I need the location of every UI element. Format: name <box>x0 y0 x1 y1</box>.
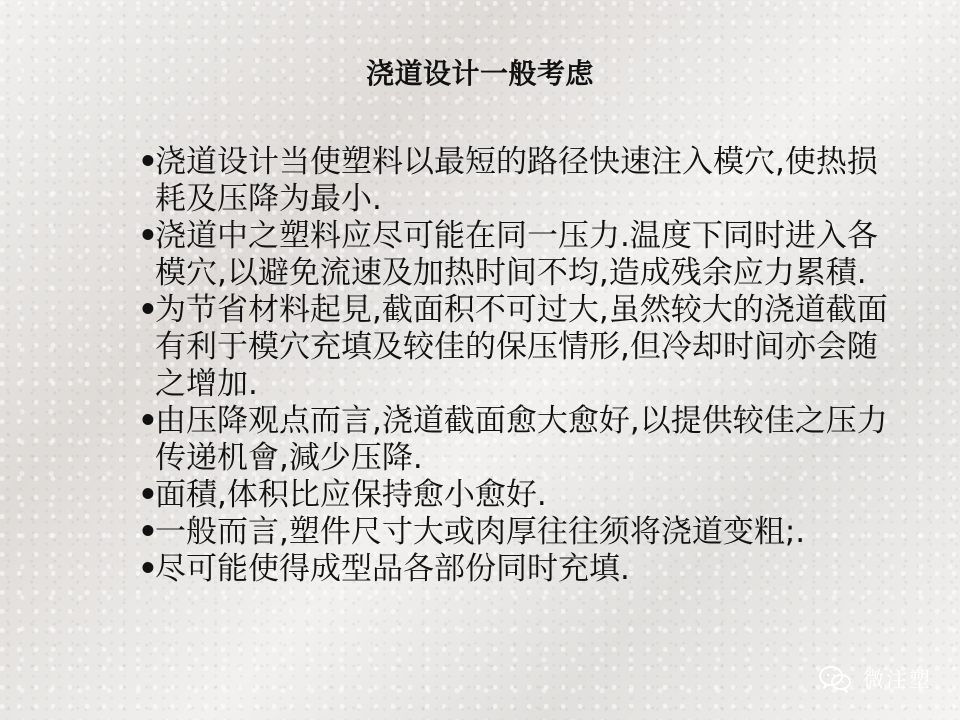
slide-title: 浇道设计一般考虑 <box>365 57 594 90</box>
bullet-text: 为节省材料起見,截面积不可过大,虽然较大的浇道截面有利于模穴充填及较佳的保压情形,但冷却时间亦会随之增加. <box>155 292 888 402</box>
bullet-item <box>138 551 898 588</box>
watermark <box>817 664 932 694</box>
bullet-dot: • <box>138 477 158 513</box>
wechat-icon <box>817 664 853 694</box>
bullet-text: 面積,体积比应保持愈小愈好. <box>155 477 547 513</box>
bullet-text: 浇道中之塑料应尽可能在同一压力.温度下同时进入各模穴,以避免流速及加热时间不均,造成残余应力累積. <box>155 218 878 291</box>
bullet-item <box>138 514 898 551</box>
bullet-text: 浇道设计当使塑料以最短的路径快速注入模穴,使热损耗及压降为最小. <box>155 144 878 217</box>
bullet-item <box>138 218 898 292</box>
bullet-dot: • <box>138 551 158 587</box>
bullet-dot: • <box>138 144 158 180</box>
watermark-text: 微注塑 <box>863 668 932 692</box>
bullet-dot: • <box>138 514 158 550</box>
bullet-list <box>138 144 898 588</box>
bullet-dot: • <box>138 403 158 439</box>
bullet-text: 由压降观点而言,浇道截面愈大愈好,以提供较佳之压力传递机會,減少压降. <box>155 403 888 476</box>
bullet-dot: • <box>138 218 158 254</box>
bullet-text: 尽可能使得成型品各部份同时充填. <box>155 551 630 587</box>
bullet-item <box>138 477 898 514</box>
bullet-dot: • <box>138 292 158 328</box>
bullet-item <box>138 144 898 218</box>
bullet-item <box>138 292 898 403</box>
bullet-item <box>138 403 898 477</box>
bullet-text: 一般而言,塑件尺寸大或肉厚往往须将浇道变粗;. <box>155 514 806 550</box>
